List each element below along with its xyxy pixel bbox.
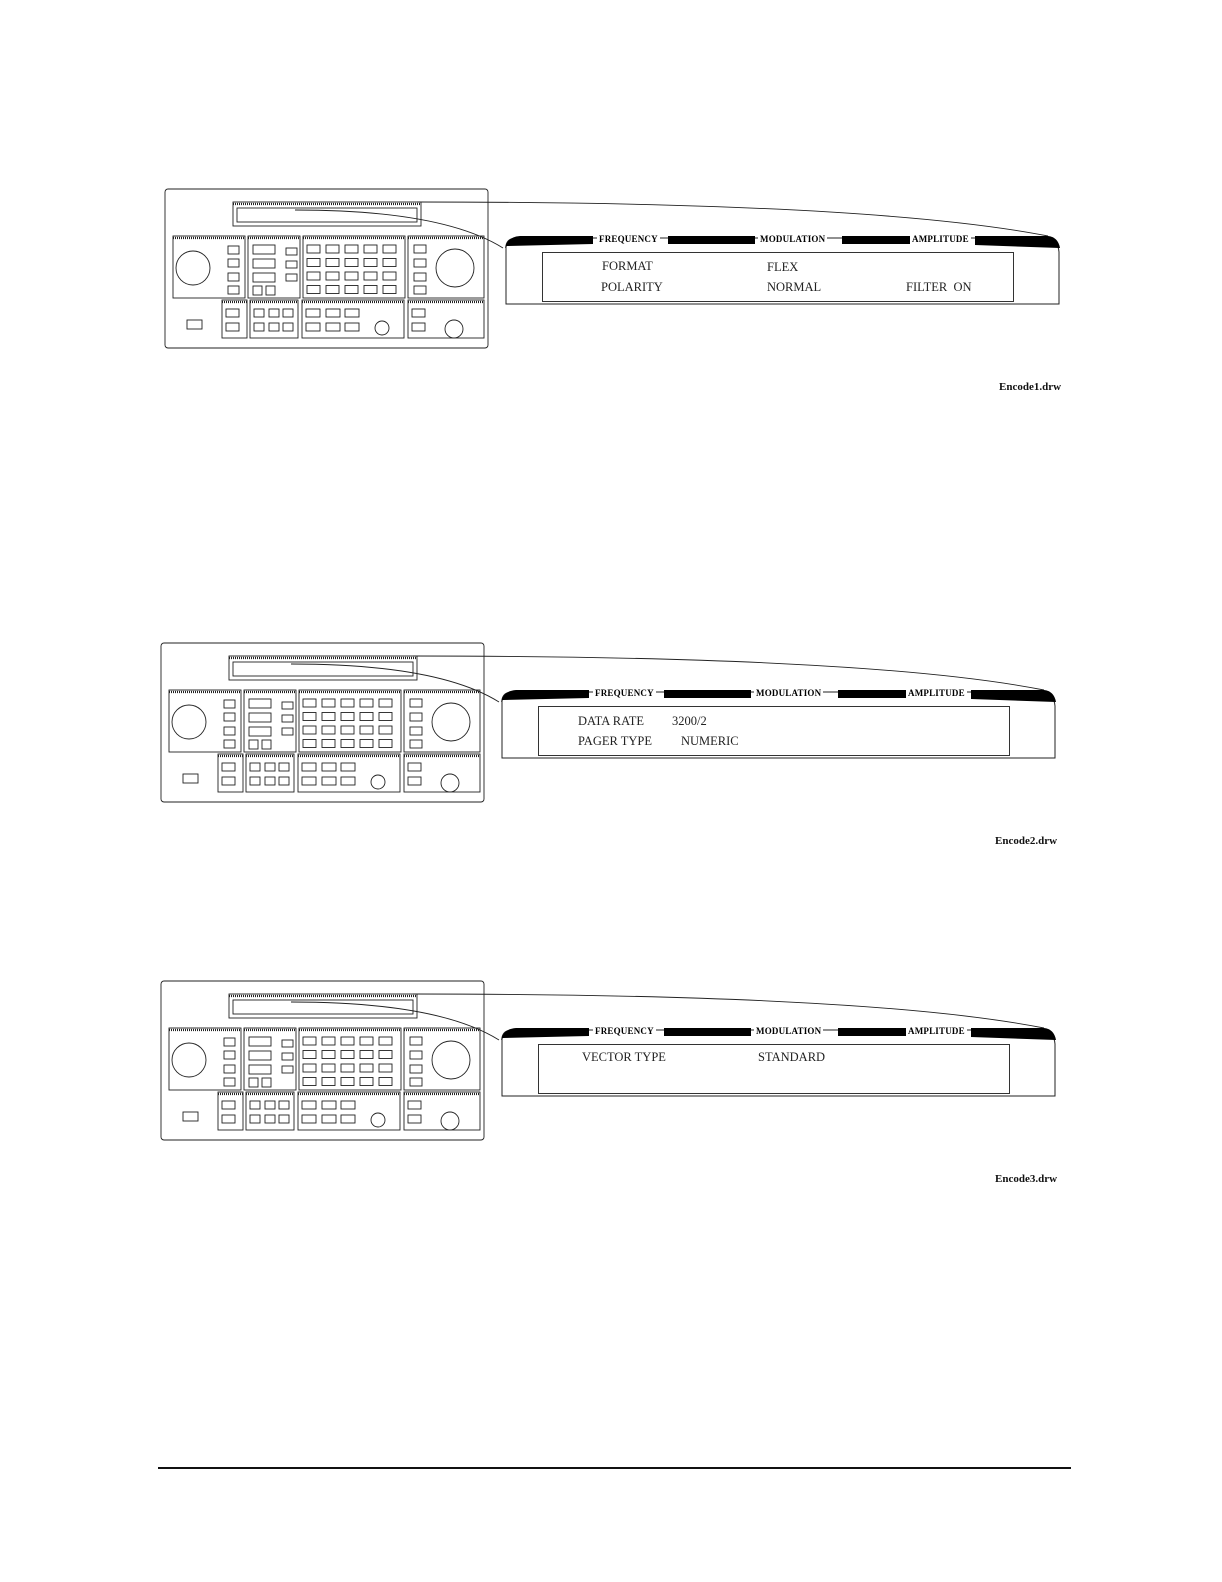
key (383, 286, 396, 294)
key (269, 323, 279, 331)
key (379, 699, 392, 707)
callout-line (417, 202, 1048, 236)
key (322, 1037, 335, 1045)
key (250, 1115, 260, 1123)
key (307, 286, 320, 294)
key (410, 1065, 422, 1073)
tab-amplitude: AMPLITUDE (908, 688, 965, 698)
key (322, 1064, 335, 1072)
display-screen (538, 706, 1010, 756)
key (224, 1051, 235, 1059)
key (282, 1040, 293, 1047)
key (326, 323, 340, 331)
key (412, 309, 425, 317)
key (250, 1101, 260, 1109)
callout-line (291, 664, 499, 702)
key (228, 286, 239, 294)
key (249, 1051, 271, 1060)
key (326, 259, 339, 267)
key (265, 777, 275, 785)
key (303, 1078, 316, 1086)
tab-modulation: MODULATION (756, 1026, 822, 1036)
key (265, 1115, 275, 1123)
key-section (222, 300, 247, 338)
key (303, 713, 316, 721)
key (269, 309, 279, 317)
key (360, 1037, 373, 1045)
key (414, 259, 426, 267)
key (345, 286, 358, 294)
key (303, 740, 316, 748)
key (383, 245, 396, 253)
caption-encode3: Encode3.drw (995, 1173, 1058, 1185)
key (228, 273, 239, 281)
key (326, 272, 339, 280)
key (408, 1101, 421, 1109)
key (279, 1101, 289, 1109)
key (360, 1051, 373, 1059)
key (249, 713, 271, 722)
display-callout (496, 688, 1051, 760)
caption-encode1: Encode1.drw (999, 381, 1062, 393)
key (282, 702, 293, 709)
key (345, 259, 358, 267)
key (341, 1115, 355, 1123)
key (341, 777, 355, 785)
key (360, 713, 373, 721)
key (282, 1053, 293, 1060)
key (306, 309, 320, 317)
key (410, 1078, 422, 1086)
key (364, 259, 377, 267)
key (302, 777, 316, 785)
key (341, 726, 354, 734)
footer-rule (158, 1467, 1071, 1469)
power-switch (187, 320, 202, 329)
key (360, 726, 373, 734)
power-switch (183, 774, 198, 783)
key (249, 740, 258, 749)
key (322, 726, 335, 734)
key (410, 1051, 422, 1059)
key (360, 1078, 373, 1086)
key (410, 713, 422, 721)
key (379, 713, 392, 721)
key (379, 1051, 392, 1059)
power-switch (183, 1112, 198, 1121)
key (326, 309, 340, 317)
key (322, 699, 335, 707)
key (279, 763, 289, 771)
key (265, 1101, 275, 1109)
key (253, 245, 275, 254)
key (341, 1101, 355, 1109)
key (266, 286, 275, 295)
key (408, 1115, 421, 1123)
format-value: FLEX (767, 260, 799, 274)
key (412, 323, 425, 331)
key (228, 259, 239, 267)
key (326, 245, 339, 253)
key (286, 261, 297, 268)
connector (375, 321, 389, 335)
key (364, 245, 377, 253)
key (341, 740, 354, 748)
display-screen (542, 252, 1014, 302)
tab-modulation: MODULATION (756, 688, 822, 698)
key (254, 309, 264, 317)
pager-type-value: NUMERIC (681, 734, 739, 748)
key (302, 1115, 316, 1123)
key (414, 245, 426, 253)
instrument-body (161, 981, 484, 1140)
key-section (218, 754, 243, 792)
key (341, 1037, 354, 1045)
key (322, 713, 335, 721)
key (322, 1101, 336, 1109)
key (224, 727, 235, 735)
key-section (246, 1092, 294, 1130)
key (345, 309, 359, 317)
key (383, 259, 396, 267)
tab-frequency: FREQUENCY (599, 234, 658, 244)
key (345, 323, 359, 331)
figure-encode3 (151, 980, 1061, 1195)
key (262, 740, 271, 749)
key (410, 699, 422, 707)
connector (445, 320, 463, 338)
key (306, 323, 320, 331)
tab-amplitude: AMPLITUDE (912, 234, 969, 244)
softkey-tabs (496, 1026, 1051, 1040)
polarity-value: NORMAL (767, 280, 822, 294)
key-section (250, 300, 298, 338)
key (283, 323, 293, 331)
key (302, 1101, 316, 1109)
vector-type-label: VECTOR TYPE (582, 1050, 666, 1064)
key (249, 1065, 271, 1074)
tab-modulation: MODULATION (760, 234, 826, 244)
key (249, 1037, 271, 1046)
key (408, 777, 421, 785)
callout-line (413, 656, 1044, 690)
vector-type-value: STANDARD (758, 1050, 826, 1064)
key (322, 1051, 335, 1059)
key (303, 699, 316, 707)
key (408, 763, 421, 771)
connector (371, 1113, 385, 1127)
key (414, 273, 426, 281)
key (222, 1115, 235, 1123)
key (360, 740, 373, 748)
key (303, 1051, 316, 1059)
key-section (246, 754, 294, 792)
key (345, 245, 358, 253)
key (265, 763, 275, 771)
connector (441, 1112, 459, 1130)
key (249, 1078, 258, 1087)
key (307, 272, 320, 280)
display-callout (496, 1026, 1051, 1098)
key (286, 248, 297, 255)
key (224, 700, 235, 708)
figure-encode2 (151, 642, 1061, 857)
callout-line (295, 210, 503, 248)
key (341, 1051, 354, 1059)
key (253, 286, 262, 295)
instrument-body (161, 643, 484, 802)
figure-encode1 (155, 188, 1065, 403)
key (279, 777, 289, 785)
key (379, 726, 392, 734)
key (360, 699, 373, 707)
rotary-knob (432, 1041, 470, 1079)
key (379, 1064, 392, 1072)
key (322, 1078, 335, 1086)
key (224, 1065, 235, 1073)
key (249, 727, 271, 736)
key-section (298, 754, 400, 792)
key (303, 1037, 316, 1045)
caption-encode2: Encode2.drw (995, 835, 1058, 847)
rotary-knob (172, 705, 206, 739)
key (414, 286, 426, 294)
key (249, 699, 271, 708)
key-section (298, 1092, 400, 1130)
data-rate-value: 3200/2 (672, 714, 707, 728)
rotary-knob (432, 703, 470, 741)
key (341, 763, 355, 771)
key (307, 245, 320, 253)
rotary-knob (436, 249, 474, 287)
key (226, 309, 239, 317)
connector (441, 774, 459, 792)
key (322, 763, 336, 771)
key (341, 699, 354, 707)
polarity-label: POLARITY (601, 280, 663, 294)
key (282, 715, 293, 722)
key (226, 323, 239, 331)
key (224, 713, 235, 721)
key (360, 1064, 373, 1072)
key (222, 763, 235, 771)
key (282, 1066, 293, 1073)
instrument-body (165, 189, 488, 348)
key (364, 272, 377, 280)
rotary-knob (172, 1043, 206, 1077)
data-rate-label: DATA RATE (578, 714, 645, 728)
key (322, 740, 335, 748)
key (341, 1064, 354, 1072)
tab-frequency: FREQUENCY (595, 1026, 654, 1036)
key (224, 740, 235, 748)
key (383, 272, 396, 280)
display-screen (538, 1044, 1010, 1094)
key (379, 1078, 392, 1086)
key (253, 273, 275, 282)
key (279, 1115, 289, 1123)
format-label: FORMAT (602, 259, 653, 273)
tab-frequency: FREQUENCY (595, 688, 654, 698)
key (379, 740, 392, 748)
key (379, 1037, 392, 1045)
key (345, 272, 358, 280)
key (341, 713, 354, 721)
key (303, 726, 316, 734)
key (250, 777, 260, 785)
key (224, 1078, 235, 1086)
softkey-tabs (496, 688, 1051, 702)
key (322, 777, 336, 785)
key (250, 763, 260, 771)
pager-type-label: PAGER TYPE (578, 734, 652, 748)
key-section (218, 1092, 243, 1130)
softkey-tabs (500, 234, 1055, 248)
filter-status: FILTER ON (906, 280, 972, 294)
key (222, 1101, 235, 1109)
key (228, 246, 239, 254)
key (364, 286, 377, 294)
key-section (302, 300, 404, 338)
key (222, 777, 235, 785)
rotary-knob (176, 251, 210, 285)
key (224, 1038, 235, 1046)
tab-amplitude: AMPLITUDE (908, 1026, 965, 1036)
key (326, 286, 339, 294)
key (262, 1078, 271, 1087)
connector (371, 775, 385, 789)
key (341, 1078, 354, 1086)
display-callout (500, 234, 1055, 306)
callout-line (291, 1002, 499, 1040)
key (254, 323, 264, 331)
key (410, 1037, 422, 1045)
callout-line (413, 994, 1044, 1028)
key (410, 727, 422, 735)
key (282, 728, 293, 735)
key (322, 1115, 336, 1123)
key (307, 259, 320, 267)
key (410, 740, 422, 748)
key (253, 259, 275, 268)
key (286, 274, 297, 281)
key (283, 309, 293, 317)
key (302, 763, 316, 771)
key (303, 1064, 316, 1072)
